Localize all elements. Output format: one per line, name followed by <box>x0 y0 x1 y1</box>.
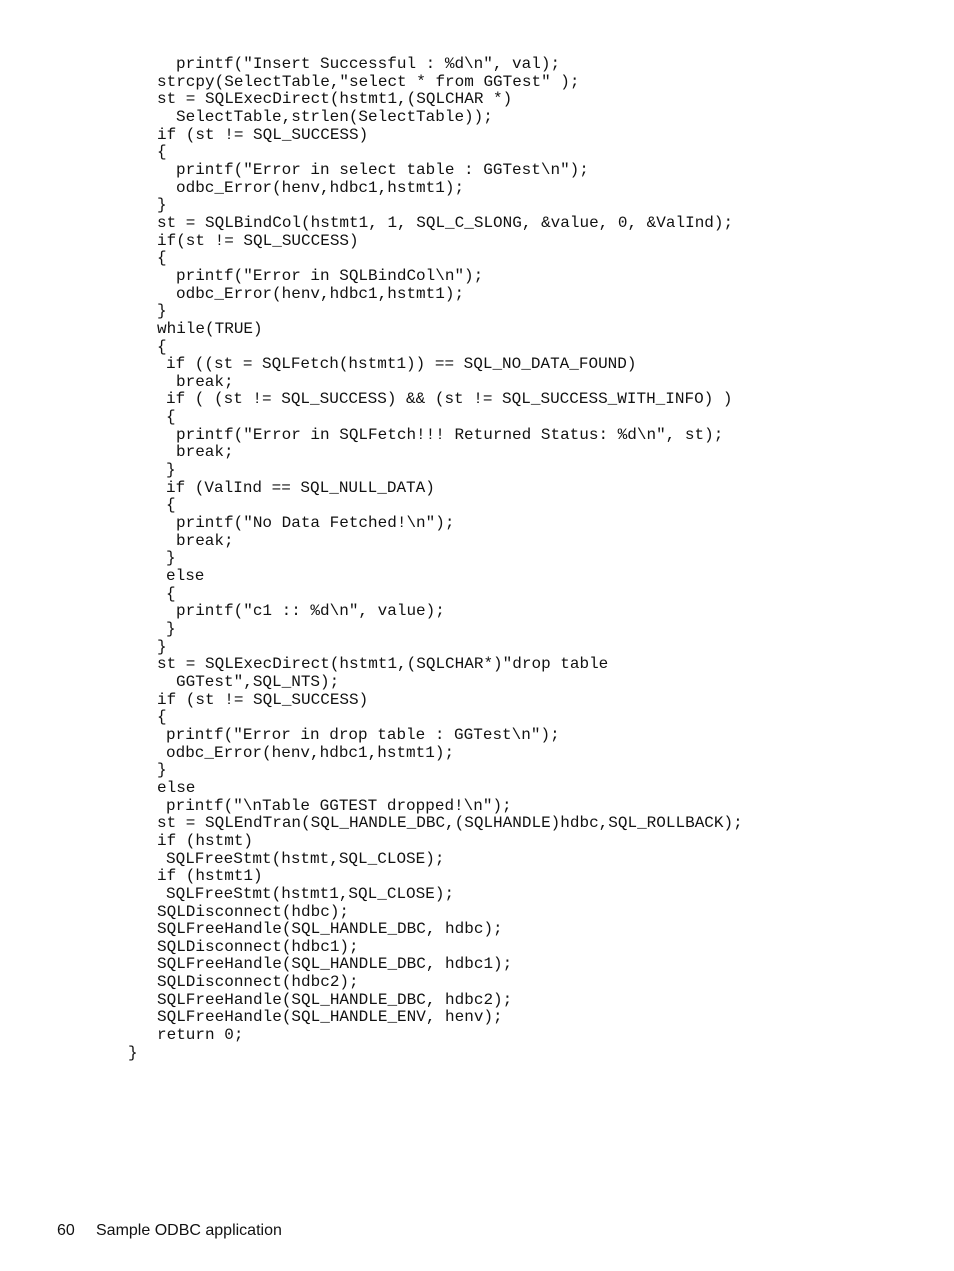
code-line: SQLFreeHandle(SQL_HANDLE_DBC, hdbc2); <box>157 990 513 1009</box>
code-line: printf("Error in select table : GGTest\n"); <box>176 160 589 179</box>
code-line: { <box>157 249 167 268</box>
section-title: Sample ODBC application <box>96 1222 282 1239</box>
code-line: if (hstmt) <box>157 831 254 850</box>
code-line: if (st != SQL_SUCCESS) <box>157 690 369 709</box>
code-line: } <box>166 461 176 480</box>
code-line: SQLFreeStmt(hstmt1,SQL_CLOSE); <box>166 884 455 903</box>
code-line: { <box>157 143 167 162</box>
code-line: { <box>166 496 176 515</box>
code-line: break; <box>176 372 234 391</box>
code-line: printf("Insert Successful : %d\n", val); <box>176 55 561 73</box>
page-footer <box>57 1220 282 1242</box>
code-line: SQLDisconnect(hdbc); <box>157 902 350 921</box>
code-line: } <box>157 761 167 780</box>
page-number: 60 <box>57 1222 75 1239</box>
code-line: st = SQLBindCol(hstmt1, 1, SQL_C_SLONG, &value, 0, &ValInd); <box>157 213 734 232</box>
code-line: } <box>157 196 167 215</box>
code-line: printf("c1 :: %d\n", value); <box>176 602 445 621</box>
code-listing <box>0 56 743 1062</box>
code-line: } <box>157 637 167 656</box>
code-line: if ((st = SQLFetch(hstmt1)) == SQL_NO_DATA_FOUND) <box>166 355 637 374</box>
code-line: SQLFreeHandle(SQL_HANDLE_DBC, hdbc1); <box>157 955 513 974</box>
code-line: SQLFreeStmt(hstmt,SQL_CLOSE); <box>166 849 445 868</box>
code-line: printf("Error in drop table : GGTest\n"); <box>166 725 560 744</box>
code-line: st = SQLExecDirect(hstmt1,(SQLCHAR *) <box>157 90 513 109</box>
code-line: break; <box>176 531 234 550</box>
code-line: printf("Error in SQLBindCol\n"); <box>176 266 484 285</box>
code-line: break; <box>176 443 234 462</box>
code-line: else <box>157 778 196 797</box>
code-line: strcpy(SelectTable,"select * from GGTest" ); <box>157 72 580 91</box>
code-line: if (st != SQL_SUCCESS) <box>157 125 369 144</box>
code-line: odbc_Error(henv,hdbc1,hstmt1); <box>166 743 455 762</box>
code-line: printf("Error in SQLFetch!!! Returned Status: %d\n", st); <box>176 425 724 444</box>
code-line: st = SQLExecDirect(hstmt1,(SQLCHAR*)"drop table <box>157 655 609 674</box>
code-line: SQLDisconnect(hdbc1); <box>157 937 359 956</box>
code-line: } <box>128 1043 138 1062</box>
code-line: { <box>166 408 176 427</box>
code-line: st = SQLEndTran(SQL_HANDLE_DBC,(SQLHANDLE)hdbc,SQL_ROLLBACK); <box>157 814 743 833</box>
code-line: { <box>166 584 176 603</box>
code-line: if (ValInd == SQL_NULL_DATA) <box>166 478 435 497</box>
code-line: if ( (st != SQL_SUCCESS) && (st != SQL_SUCCESS_WITH_INFO) ) <box>166 390 733 409</box>
code-line: while(TRUE) <box>157 319 263 338</box>
code-line: } <box>166 549 176 568</box>
code-line: if(st != SQL_SUCCESS) <box>157 231 359 250</box>
code-line: odbc_Error(henv,hdbc1,hstmt1); <box>176 284 465 303</box>
code-line: printf("\nTable GGTEST dropped!\n"); <box>166 796 512 815</box>
code-line: odbc_Error(henv,hdbc1,hstmt1); <box>176 178 465 197</box>
code-line: SelectTable,strlen(SelectTable)); <box>176 107 493 126</box>
code-line: { <box>157 708 167 727</box>
code-line: { <box>157 337 167 356</box>
code-line: else <box>166 567 205 586</box>
code-line: SQLFreeHandle(SQL_HANDLE_DBC, hdbc); <box>157 920 503 939</box>
code-line: } <box>166 620 176 638</box>
code-line: if (hstmt1) <box>157 867 263 886</box>
code-line: GGTest",SQL_NTS); <box>176 672 340 691</box>
code-line: } <box>157 302 167 321</box>
code-line: SQLFreeHandle(SQL_HANDLE_ENV, henv); <box>157 1008 503 1027</box>
code-line: return 0; <box>157 1026 244 1045</box>
code-line: SQLDisconnect(hdbc2); <box>157 973 359 992</box>
code-line: printf("No Data Fetched!\n"); <box>176 514 455 533</box>
